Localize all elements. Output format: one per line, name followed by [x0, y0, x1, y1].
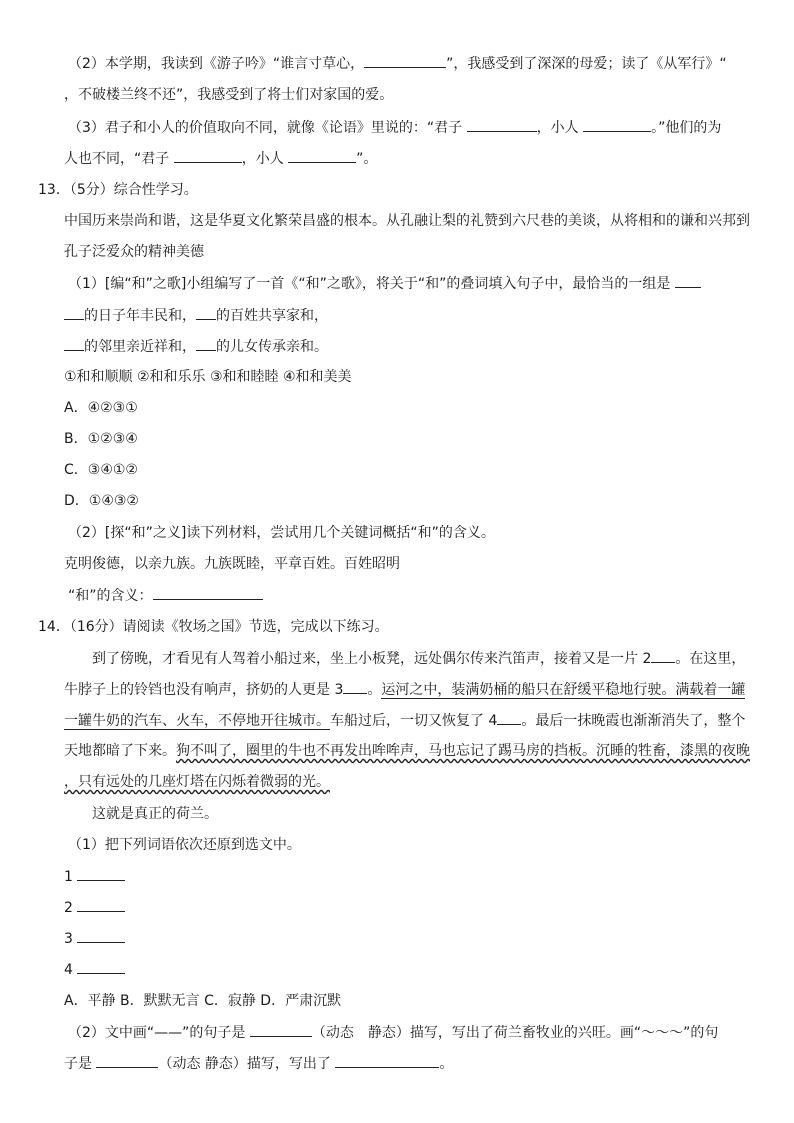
q14-passage-line1: 到了傍晚，才看见有人驾着小船过来，坐上小板凳，远处偶尔传来汽笛声，接着又是一片 2 。在这里， [92, 648, 745, 669]
q14-sub2-line1: （2）文中画“——”的句子是 （动态 静态）描写，写出了荷兰畜牧业的兴旺。画“～～～”的句 [68, 1022, 718, 1043]
answer-blank[interactable] [467, 117, 537, 132]
q14-passage-line4: 天地都暗了下来。狗不叫了，圈里的牛也不再发出哞哞声，马也忘记了踢马房的挡板。沉睡的牲畜，漆黑的夜晚 [64, 743, 750, 759]
fill-blank[interactable] [196, 336, 216, 351]
q13-option-b[interactable]: B．①②③④ [64, 431, 138, 447]
q13-sub2: （2）[探“和”之义]读下列材料，尝试用几个关键词概括“和”的含义。 [68, 525, 495, 541]
q13-sub1-line2: 的日子年丰民和， 的百姓共享家和， [64, 305, 328, 326]
q14-answer-2: 2 [64, 897, 125, 918]
answer-blank[interactable] [335, 1053, 439, 1068]
answer-blank[interactable] [77, 959, 125, 974]
answer-blank[interactable] [153, 585, 263, 600]
q14-header: 14．（16分）请阅读《牧场之国》节选，完成以下练习。 [38, 619, 389, 635]
q13-intro-line2: 孔子泛爱众的精神美德 [64, 244, 204, 260]
answer-blank[interactable] [77, 928, 125, 943]
q14-answer-4: 4 [64, 959, 125, 980]
q14-passage-line3: 一罐牛奶的汽车、火车，不停地开往城市。车船过后，一切又恢复了 4 。最后一抹晚霞也渐渐消失了，整个 [64, 710, 745, 731]
answer-blank[interactable] [96, 1053, 158, 1068]
answer-blank[interactable] [583, 117, 651, 132]
q13-option-c[interactable]: C．③④①② [64, 462, 138, 478]
q12-part3-line1: （3）君子和小人的价值取向不同，就像《论语》里说的：“君子 ，小人 。”他们的为 [68, 117, 721, 138]
fill-blank-3[interactable] [343, 679, 367, 694]
q14-choices: A．平静 B．默默无言 C．寂静 D．严肃沉默 [64, 993, 342, 1009]
answer-blank[interactable] [77, 897, 125, 912]
wavy-underlined-sentence: 狗不叫了，圈里的牛也不再发出哞哞声，马也忘记了踢马房的挡板。沉睡的牲畜，漆黑的夜晚 [176, 743, 750, 759]
q14-sub2-line2: 子是 （动态 静态）描写，写出了 。 [64, 1053, 453, 1074]
q14-passage-line6: 这就是真正的荷兰。 [92, 806, 218, 822]
answer-blank[interactable] [250, 1022, 312, 1037]
fill-blank[interactable] [64, 336, 84, 351]
q13-sub1-line1: （1）[编“和”之歌]小组编写了一首《“和”之歌》，将关于“和”的叠词填入句子中，最恰当的一组是 [68, 273, 701, 294]
q12-part3-line2: 人也不同，“君子 ，小人 ”。 [64, 148, 377, 169]
underlined-sentence: 运河之中，装满奶桶的船只在舒缓平稳地行驶。满载着一罐 [381, 682, 746, 698]
answer-blank[interactable] [288, 148, 356, 163]
answer-blank[interactable] [364, 53, 446, 68]
q12-part2-line1: （2）本学期，我读到《游子吟》“谁言寸草心， ”，我感受到了深深的母爱；读了《从军行》“ [68, 53, 727, 74]
q13-header: 13．（5分）综合性学习。 [38, 182, 198, 198]
q12-part2-line2: ，不破楼兰终不还”，我感受到了将士们对家国的爱。 [64, 87, 394, 103]
q14-answer-3: 3 [64, 928, 125, 949]
fill-blank[interactable] [196, 305, 216, 320]
underlined-sentence: 一罐牛奶的汽车、火车，不停地开往城市。 [64, 713, 330, 729]
q13-meaning-line: “和”的含义： [68, 585, 263, 606]
fill-blank[interactable] [64, 305, 84, 320]
q13-option-a[interactable]: A．④②③① [64, 400, 138, 416]
fill-blank-4[interactable] [497, 710, 521, 725]
q13-material: 克明俊德，以亲九族。九族既睦，平章百姓。百姓昭明 [64, 556, 400, 572]
fill-blank-2[interactable] [651, 648, 675, 663]
answer-blank[interactable] [675, 273, 701, 288]
q13-option-d[interactable]: D．①④③② [64, 493, 139, 509]
q14-passage-line2: 牛脖子上的铃铛也没有响声，挤奶的人更是 3 。运河之中，装满奶桶的船只在舒缓平稳地行驶。满载着一罐 [64, 679, 745, 700]
q13-word-list: ①和和顺顺 ②和和乐乐 ③和和睦睦 ④和和美美 [64, 369, 352, 385]
wavy-underlined-sentence: ，只有远处的几座灯塔在闪烁着微弱的光。 [64, 774, 330, 790]
q14-sub1: （1）把下列词语依次还原到选文中。 [68, 837, 301, 853]
q14-passage-line5 [64, 772, 330, 792]
q13-intro-line1: 中国历来崇尚和谐，这是华夏文化繁荣昌盛的根本。从孔融让梨的礼赞到六尺巷的美谈，从将相和的谦和兴邦到 [64, 213, 750, 229]
answer-blank[interactable] [174, 148, 242, 163]
answer-blank[interactable] [77, 866, 125, 881]
q14-answer-1: 1 [64, 866, 125, 887]
q13-sub1-line3: 的邻里亲近祥和， 的儿女传承亲和。 [64, 336, 328, 357]
